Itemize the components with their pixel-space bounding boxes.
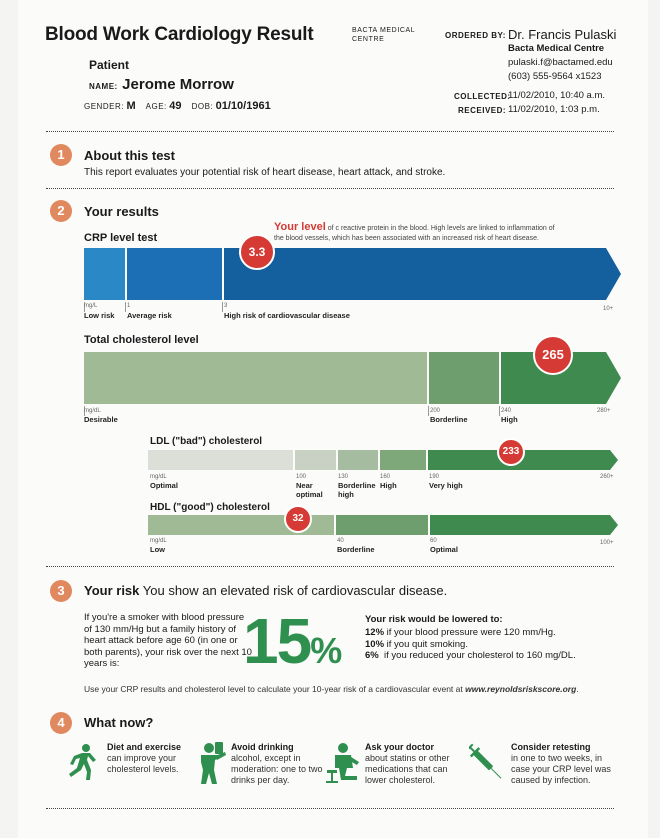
ldl-segment-near-optimal — [295, 450, 336, 470]
crp-bar-svg — [84, 248, 624, 300]
total-value-badge: 265 — [533, 335, 573, 375]
section-number-4: 4 — [50, 712, 72, 734]
patient-details-row — [84, 100, 271, 112]
received-label: RECEIVED: — [458, 106, 507, 115]
lowered-pct: 12% — [365, 627, 385, 638]
section-number-3: 3 — [50, 580, 72, 602]
risk-footer — [84, 684, 579, 694]
hdl-segment-borderline — [336, 515, 428, 535]
crp-tick-2-label: High risk of cardiovascular disease — [224, 311, 350, 320]
lowered-pct: 10% — [365, 638, 385, 650]
crp-title: CRP level test — [84, 232, 158, 244]
ordered-by-label: ORDERED BY: — [445, 31, 506, 40]
patient-heading: Patient — [89, 58, 130, 72]
hdl-tick-1-small: 40 — [337, 538, 344, 544]
crp-description-line2: the blood vessels, which has been associated with an increased risk of heart disease. — [274, 235, 539, 242]
patient-name: Jerome Morrow — [122, 76, 234, 93]
section-title-results: Your results — [84, 204, 159, 219]
crp-value-badge: 3.3 — [239, 234, 275, 270]
gender-label: GENDER: — [84, 102, 124, 111]
what-now-title-1: Diet and exercise — [107, 742, 182, 752]
hdl-title: HDL ("good") cholesterol — [150, 502, 270, 513]
crp-segment-low — [84, 248, 125, 300]
tick-line — [428, 406, 429, 416]
ldl-segment-optimal — [148, 450, 293, 470]
collected-value: 11/02/2010, 10:40 a.m. — [508, 90, 606, 101]
ldl-tick-2-small: 130 — [338, 474, 349, 480]
hdl-tick-2-small: 60 — [430, 538, 437, 544]
section-title-risk: Your risk — [84, 583, 140, 598]
runner-icon — [60, 742, 100, 782]
divider — [46, 566, 614, 567]
lowered-list — [365, 627, 576, 662]
divider — [46, 131, 614, 132]
crp-description — [274, 222, 614, 244]
what-now-title-3: Ask your doctor — [365, 742, 435, 752]
divider — [46, 808, 614, 809]
crp-tick-1-label: Average risk — [127, 311, 172, 320]
dob-label: DOB: — [191, 102, 214, 111]
ldl-tick-3-label: High — [380, 481, 397, 490]
crp-tick-0-label: Low risk — [84, 311, 115, 320]
hdl-tick-0-small: mg/dL — [150, 538, 167, 544]
lowered-text: if you quit smoking. — [386, 638, 468, 650]
hdl-tick-1-label: Borderline — [337, 545, 375, 554]
syringe-icon — [469, 742, 509, 782]
what-now-desc-3: about statins or other medications that can lower cholesterol. — [365, 753, 450, 785]
ldl-title: LDL ("bad") cholesterol — [150, 436, 263, 447]
crp-segment-average — [127, 248, 222, 300]
risk-heading — [84, 583, 447, 598]
crp-segment-high — [224, 248, 621, 300]
section-number-2: 2 — [50, 200, 72, 222]
hdl-end-tick: 100+ — [600, 540, 614, 546]
collected-label: COLLECTED: — [454, 92, 511, 101]
tick-line — [125, 302, 126, 312]
lowered-text: if your blood pressure were 120 mm/Hg. — [386, 627, 556, 638]
patient-name-row — [89, 76, 234, 94]
lowered-item — [365, 650, 576, 662]
drinking-icon — [193, 740, 235, 784]
hdl-bar-svg — [148, 515, 623, 537]
centre-small-label: BACTA MEDICAL CENTRE — [352, 27, 416, 43]
risk-calculator-link[interactable]: www.reynoldsriskscore.org — [465, 684, 577, 694]
crp-tick-1-small: 1 — [127, 303, 131, 309]
risk-footer-end: . — [576, 684, 579, 694]
age-label: AGE: — [145, 102, 167, 111]
age-value: 49 — [169, 100, 182, 112]
dob-value: 01/10/1961 — [215, 100, 271, 112]
tick-line — [499, 406, 500, 416]
risk-subtitle: You show an elevated risk of cardiovascular disease. — [142, 583, 448, 598]
crp-description-line1: of c reactive protein in the blood. High levels are linked to inflammation of — [327, 225, 555, 232]
total-tick-0-small: mg/dL — [84, 408, 101, 414]
gender-value: M — [126, 100, 136, 112]
what-now-title-4: Consider retesting — [511, 742, 591, 752]
received-value: 11/02/2010, 1:03 p.m. — [508, 104, 600, 115]
ldl-tick-1-small: 100 — [296, 474, 307, 480]
section-title-about: About this test — [84, 148, 175, 163]
divider — [46, 188, 614, 189]
lowered-pct: 6% — [365, 650, 379, 661]
ldl-bar-svg — [148, 450, 623, 472]
ldl-tick-4-small: 190 — [429, 474, 440, 480]
risk-value: 15 — [243, 605, 311, 677]
risk-footer-text: Use your CRP results and cholesterol level to calculate your 10-year risk of a cardiovascular event at — [84, 684, 463, 694]
about-text: This report evaluates your potential risk of heart disease, heart attack, and stroke. — [84, 167, 446, 178]
total-tick-1-label: Borderline — [430, 415, 468, 424]
doctor-icon — [323, 742, 363, 784]
ldl-segment-high — [380, 450, 426, 470]
ldl-tick-1-label: Near optimal — [296, 481, 323, 499]
lowered-heading: Your risk would be lowered to: — [365, 614, 503, 625]
doctor-name: Dr. Francis Pulaski — [508, 27, 617, 42]
ldl-chart — [148, 450, 623, 472]
ldl-tick-0-label: Optimal — [150, 481, 178, 490]
risk-percentage — [243, 604, 340, 678]
lowered-item — [365, 627, 576, 639]
risk-unit: % — [310, 630, 341, 671]
total-segment-desirable — [84, 352, 427, 404]
lowered-text: if you reduced your cholesterol to 160 mg/DL. — [384, 650, 576, 661]
hdl-tick-2-label: Optimal — [430, 545, 458, 554]
total-cholesterol-title: Total cholesterol level — [84, 334, 199, 346]
total-segment-borderline — [429, 352, 499, 404]
ldl-tick-4-label: Very high — [429, 481, 463, 490]
centre-name: Bacta Medical Centre — [508, 43, 605, 54]
hdl-value-badge: 32 — [284, 505, 312, 533]
ldl-value-badge: 233 — [497, 438, 525, 466]
your-level-label: Your level — [274, 221, 326, 233]
hdl-segment-optimal — [430, 515, 618, 535]
ldl-tick-3-small: 160 — [380, 474, 391, 480]
what-now-desc-4: in one to two weeks, in case your CRP level was caused by infection. — [511, 753, 611, 785]
crp-end-tick: 10+ — [603, 306, 614, 312]
hdl-chart — [148, 515, 623, 537]
total-end-tick: 280+ — [597, 408, 611, 414]
ldl-segment-borderline — [338, 450, 378, 470]
hdl-tick-0-label: Low — [150, 545, 165, 554]
ldl-tick-0-small: mg/dL — [150, 474, 167, 480]
what-now-title-2: Avoid drinking — [231, 742, 294, 752]
tick-line — [222, 302, 223, 312]
lowered-item — [365, 639, 576, 651]
crp-tick-2-small: 3 — [224, 303, 228, 309]
total-tick-0-label: Desirable — [84, 415, 118, 424]
risk-left-text: If you're a smoker with blood pressure of 130 mm/Hg but a family history of heart attack before age 60 (in one or both parents), your risk over the next 10 years is: — [84, 612, 252, 669]
what-now-desc-1: can improve your cholesterol levels. — [107, 753, 179, 774]
section-number-1: 1 — [50, 144, 72, 166]
section-title-what-now: What now? — [84, 715, 154, 730]
doctor-email[interactable]: pulaski.f@bactamed.edu — [508, 57, 613, 68]
crp-tick-0-small: mg/L — [84, 303, 98, 309]
report-title: Blood Work Cardiology Result — [45, 24, 314, 45]
crp-chart — [84, 248, 624, 300]
name-label: NAME: — [89, 82, 118, 91]
ldl-end-tick: 260+ — [600, 474, 614, 480]
total-tick-2-small: 240 — [501, 408, 512, 414]
what-now-desc-2: alcohol, except in moderation: one to two drinks per day. — [231, 753, 323, 785]
total-tick-2-label: High — [501, 415, 518, 424]
ldl-tick-2-label: Borderline high — [338, 481, 376, 499]
total-tick-1-small: 200 — [430, 408, 441, 414]
doctor-phone: (603) 555-9564 x1523 — [508, 71, 602, 82]
